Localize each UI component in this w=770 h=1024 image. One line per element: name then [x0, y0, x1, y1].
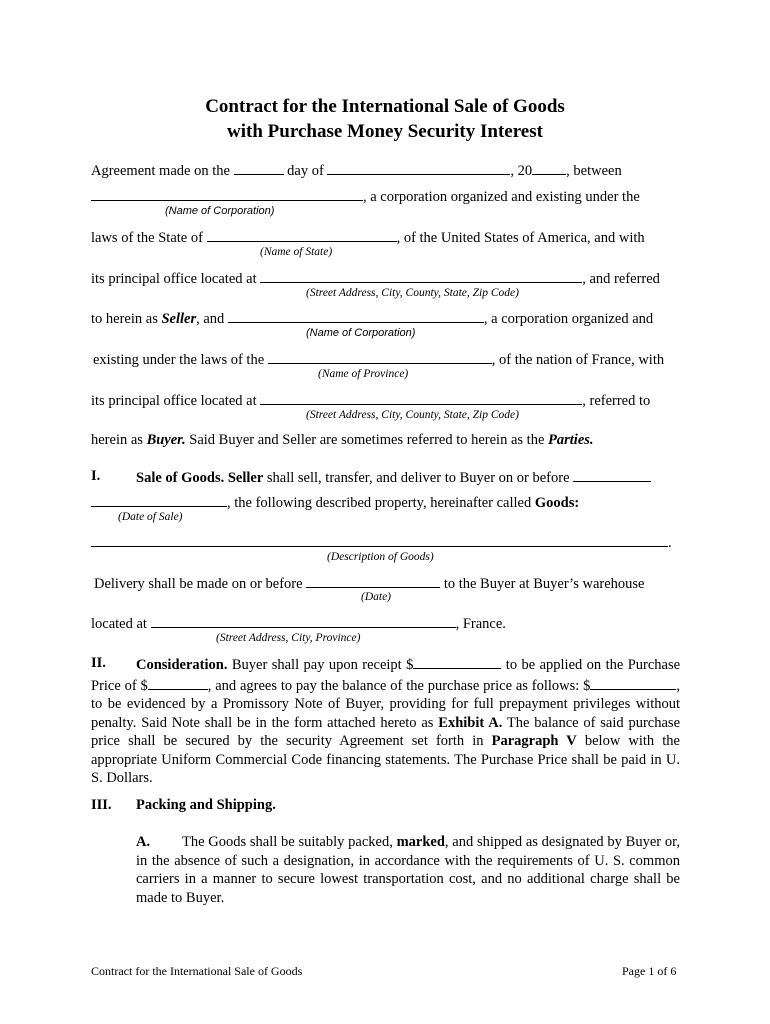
seller-term: Seller: [161, 311, 197, 327]
parties-term: Parties.: [548, 432, 594, 448]
seller-address-blank[interactable]: [260, 268, 582, 283]
text: located at: [91, 616, 147, 632]
text: existing under the laws of the: [93, 352, 265, 368]
warehouse-address-blank[interactable]: [151, 613, 456, 628]
section-1-description-line: [91, 532, 672, 552]
initial-payment-blank[interactable]: [413, 654, 501, 669]
text: Buyer shall pay upon receipt $: [231, 657, 414, 673]
text: Delivery shall be made on or before: [94, 576, 303, 592]
section-3a-label: A.: [136, 834, 151, 850]
section-3-number: III.: [91, 797, 112, 813]
caption-street-address-city-province: (Street Address, City, Province): [216, 632, 361, 644]
text: , France.: [455, 616, 506, 632]
document-title-line2: with Purchase Money Security Interest: [227, 121, 543, 142]
seller-term: Seller: [227, 470, 264, 486]
agreement-day-blank[interactable]: [234, 160, 284, 175]
text: , and shipped as designated by Buyer or, in the absence of such a designation, in accordance with the requirements of U. S. common carriers in a manner to secure lowest transportation cost, and no additional charge shall be made to Buyer.: [136, 834, 680, 906]
text: shall sell, transfer, and deliver to Buyer on or before: [266, 470, 570, 486]
caption-name-of-corporation: (Name of Corporation): [306, 327, 416, 339]
preamble-line-2: [91, 186, 640, 206]
section-1-line-1: [136, 467, 651, 487]
marked-term: marked: [396, 834, 445, 850]
text: to be applied on the Purchase Price of $: [91, 657, 681, 694]
buyer-address-blank[interactable]: [260, 390, 582, 405]
footer-document-name: Contract for the International Sale of Goods: [91, 964, 303, 978]
section-1-heading: Sale of Goods.: [136, 470, 225, 486]
text: its principal office located at: [91, 393, 257, 409]
preamble-line-7: [91, 390, 650, 410]
text: , and referred: [582, 271, 660, 287]
text: , 20: [510, 163, 533, 179]
text: herein as: [91, 432, 143, 448]
text: , and: [196, 311, 225, 327]
text: Said Buyer and Seller are sometimes referred to herein as the: [189, 432, 545, 448]
caption-street-address: (Street Address, City, County, State, Zip Code): [306, 409, 519, 421]
caption-name-of-corporation: (Name of Corporation): [165, 205, 275, 217]
text: , referred to: [582, 393, 651, 409]
text: to the Buyer at Buyer’s warehouse: [443, 576, 645, 592]
section-2-paragraph: [91, 654, 680, 788]
preamble-line-8: [91, 431, 594, 449]
text: , the following described property, hereinafter called: [227, 495, 532, 511]
text: below with the appropriate Uniform Commercial Code financing statements. The Purchase Price shall be paid in U. S. Dollars.: [91, 733, 680, 786]
preamble-line-6: [93, 349, 664, 369]
delivery-date-blank[interactable]: [306, 573, 440, 588]
goods-term: Goods:: [534, 495, 580, 511]
text: .: [668, 535, 672, 551]
buyer-province-blank[interactable]: [268, 349, 492, 364]
caption-name-of-province: (Name of Province): [318, 368, 409, 380]
text: , of the United States of America, and with: [396, 230, 645, 246]
section-1-line-2: [91, 492, 579, 512]
section-1-location-line: [91, 613, 506, 633]
text: , of the nation of France, with: [491, 352, 665, 368]
agreement-year-blank[interactable]: [532, 160, 566, 175]
section-2-heading: Consideration.: [136, 657, 228, 673]
preamble-line-5: [91, 308, 653, 328]
text: Agreement made on the: [91, 163, 230, 179]
seller-name-blank[interactable]: [91, 186, 363, 201]
exhibit-a-term: Exhibit A.: [438, 714, 503, 731]
text: day of: [287, 163, 324, 179]
text: , between: [566, 163, 622, 179]
text: , and agrees to pay the balance of the purchase price as follows: $: [207, 677, 591, 694]
section-3a-paragraph: [136, 833, 680, 907]
buyer-name-blank[interactable]: [228, 308, 484, 323]
section-1-number: I.: [91, 468, 101, 484]
caption-description-of-goods: (Description of Goods): [327, 551, 434, 563]
caption-date: (Date): [361, 591, 392, 603]
description-of-goods-blank[interactable]: [91, 532, 668, 547]
text: , to be evidenced by a Promissory Note of Buyer, providing for full prepayment privileges without penalty. Said Note shall be in the form attached hereto as: [91, 677, 680, 731]
caption-date-of-sale: (Date of Sale): [118, 511, 183, 523]
agreement-month-blank[interactable]: [327, 160, 510, 175]
text: laws of the State of: [91, 230, 203, 246]
document-title-line1: Contract for the International Sale of Goods: [205, 96, 565, 117]
purchase-price-blank[interactable]: [148, 675, 208, 690]
seller-state-blank[interactable]: [207, 227, 397, 242]
preamble-line-3: [91, 227, 645, 247]
text: to herein as: [91, 311, 158, 327]
text: The balance of said purchase price shall be secured by the security Agreement set forth in: [91, 714, 681, 749]
text: , a corporation organized and: [483, 311, 654, 327]
paragraph-v-term: Paragraph V: [491, 733, 577, 749]
text: , a corporation organized and existing under the: [363, 189, 640, 205]
sale-date-blank-part1[interactable]: [573, 467, 651, 482]
text: The Goods shall be suitably packed,: [182, 834, 393, 850]
preamble-line-1: [91, 160, 622, 180]
sale-date-blank[interactable]: [91, 492, 227, 507]
text: its principal office located at: [91, 271, 257, 287]
preamble-line-4: [91, 268, 660, 288]
section-3-heading: [136, 796, 276, 814]
footer-page-number: Page 1 of 6: [622, 964, 677, 978]
section-3-heading-text: Packing and Shipping.: [136, 797, 276, 813]
balance-amount-blank[interactable]: [590, 675, 676, 690]
section-1-delivery-line: [94, 573, 644, 593]
section-2-number: II.: [91, 655, 106, 671]
caption-street-address: (Street Address, City, County, State, Zip Code): [306, 287, 519, 299]
caption-name-of-state: (Name of State): [260, 246, 333, 258]
buyer-term: Buyer.: [146, 432, 186, 448]
